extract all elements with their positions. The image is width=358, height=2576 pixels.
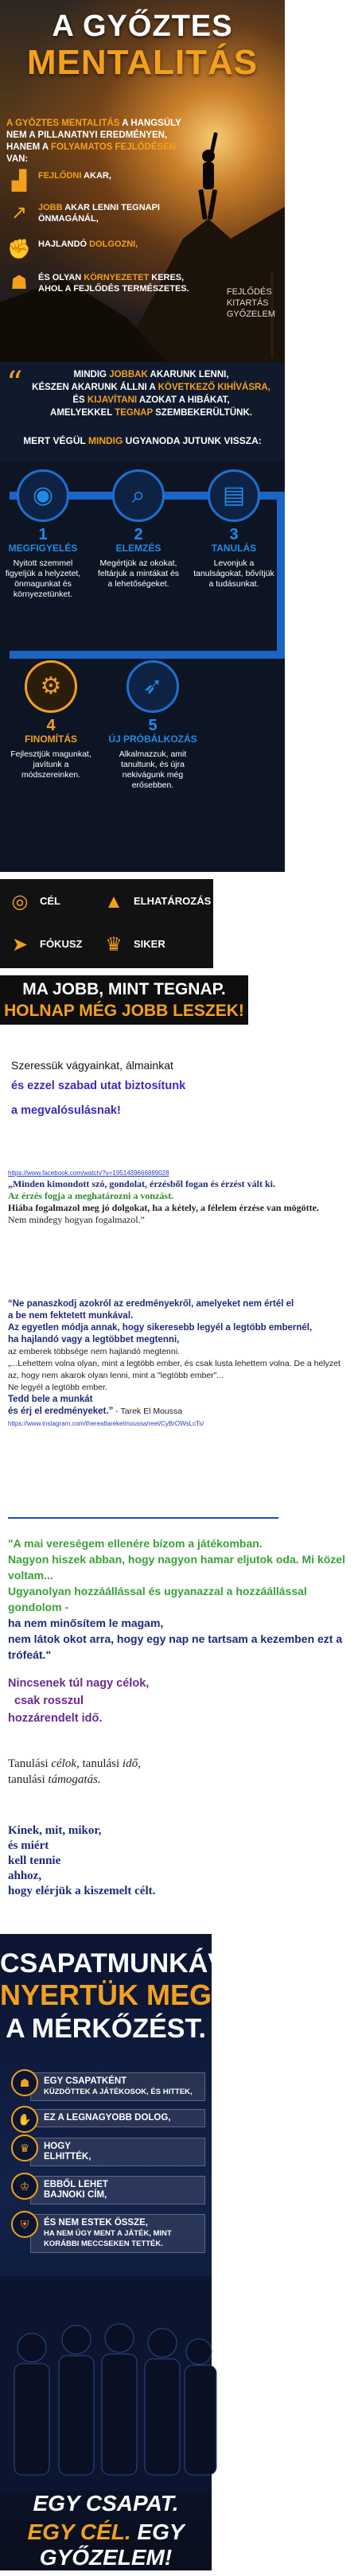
step-desc: Megértjük az okokat, feltárjuk a mintákat és a lehetőségeket. [97, 558, 180, 589]
teamwork-title-line1: CSAPATMUNKÁVAL [0, 1948, 260, 1979]
trait-row [6, 237, 189, 267]
quote-line: „Minden kimondott szó, gondolat, érzésből fogan és érzést vált ki. [8, 1178, 275, 1189]
poster-intro [6, 118, 181, 165]
gears-icon: ⚙ [25, 660, 77, 713]
quote-line: csak rosszul [14, 1695, 84, 1707]
motto-line2: HOLNAP MÉG JOBB LESZEK! [4, 1002, 244, 1020]
step-desc: Levonjuk a tanulságokat, bővítjük a tudásunkat. [193, 558, 274, 589]
quote-block-2 [8, 1298, 352, 1430]
value-label: CÉL [40, 895, 60, 907]
cycle-step [0, 469, 86, 600]
value-item [94, 882, 212, 922]
quote-line: „...Lehettem volna olyan, mint a legtöbb ember, és csak lusta lehettem volna. De a helyzet az, hogy nem akarok olyan lenni, mint a "legtöbb ember"... [8, 1359, 340, 1380]
shield-icon: ⛨ [11, 2211, 38, 2238]
cycle-step [105, 660, 200, 791]
teamwork-title-line2: NYERTÜK MEG [0, 1979, 212, 2011]
intro-part1: A GYŐZTES MENTALITÁS [6, 119, 120, 128]
cycle-arrow [10, 651, 285, 659]
step-label: ÚJ PRÓBÁLKOZÁS [108, 733, 197, 745]
learning-line: Tanulási célok, tanulási idő, tanulási támogatás. [8, 1757, 141, 1786]
chart-up-icon: ↗ [10, 202, 28, 224]
value-item [0, 882, 103, 922]
facebook-link[interactable]: https://www.facebook.com/watch/?v=1951439666889028 [8, 1169, 169, 1177]
trait-row [6, 200, 189, 231]
step-number: 2 [134, 526, 143, 543]
trait-text: HAJLANDÓ DOLGOZNI, [38, 239, 138, 249]
quote-line: “Ne panaszkodj azokról az eredményekről, amelyeket nem értél el [8, 1299, 294, 1309]
instagram-link[interactable]: https://www.instagram.com/therealtarekelmoussa/reel/CyBrOWsLcTs/ [8, 1420, 204, 1427]
handshake-icon: ✋ [11, 2106, 38, 2133]
players-illustration [0, 2276, 212, 2491]
cycle-diagram [0, 461, 285, 867]
step-label: TANULÁS [211, 543, 257, 554]
quote-author: - Tarek El Moussa [113, 1407, 183, 1416]
mountain-flag-icon: ▲ [104, 891, 123, 912]
motto-banner [0, 975, 248, 1025]
trait-row [6, 270, 189, 301]
quote-line: Kinek, mit, mikor, [8, 1824, 102, 1837]
step-number: 5 [148, 717, 158, 734]
people-icon: ☗ [10, 272, 28, 294]
step-number: 4 [46, 717, 56, 734]
who-what-when-quote [8, 1823, 155, 1899]
motto-line1: MA JOBB, MINT TEGNAP. [22, 980, 226, 998]
cup-icon: ♔ [11, 2173, 38, 2200]
quote-line: Nagyon hiszek abban, hogy nagyon hamar eljutok oda. Mi közel voltam... [8, 1553, 345, 1582]
magnifier-icon: ⌕ [112, 469, 165, 522]
rocket-icon: ➶ [126, 660, 179, 713]
quote-line: hogy elérjük a kiszemelt célt. [8, 1885, 156, 1897]
cycle-arrow [277, 492, 285, 659]
intro-line: Szeressük vágyainkat, álmainkat [11, 1059, 173, 1072]
quote-line: kell tennie [8, 1854, 61, 1867]
value-label: ELHATÁROZÁS [134, 895, 212, 907]
poster-title-line2: MENTALITÁS [26, 43, 259, 82]
quote-line: "A mai vereségem ellenére bízom a játékomban. [8, 1537, 263, 1550]
step-number: 3 [229, 526, 239, 543]
muscle-icon: ✊ [7, 239, 31, 260]
poster-hero [0, 0, 285, 362]
target-icon: ◎ [11, 891, 29, 912]
stairs-icon: ▟ [11, 170, 27, 192]
quote-line: és miért [8, 1839, 49, 1852]
book-icon: ▤ [208, 469, 260, 522]
step-number: 1 [38, 526, 48, 543]
quote-line: Nem mindegy hogyan fogalmazol.” [8, 1214, 145, 1225]
quote-line: Hiába fogalmazol meg jó dolgokat, ha a kétely, a félelem érzése van mögötte. [8, 1202, 319, 1213]
trophy-quote [8, 1535, 355, 1663]
trait-text: JOBB AKAR LENNI TEGNAPI ÖNMAGÁNÁL, [38, 203, 160, 224]
poster-quote [0, 362, 285, 461]
poster-title-line1: A GYŐZTES [52, 10, 233, 43]
cycle-step [95, 469, 181, 590]
step-desc: Nyitott szemmel figyeljük a helyzetet, önmagunkat és környezetünket. [5, 558, 81, 599]
quote-line: ha hajlandó vagy a legtöbbet megtenni, [8, 1335, 180, 1344]
divider [8, 1517, 278, 1519]
trait-text: ÉS OLYAN KÖRNYEZETET KERES, AHOL A FEJLŐDÉS TERMÉSZETES. [38, 273, 189, 294]
quote-line: Az egyetlen módja annak, hogy sikeresebb legyél a legtöbb embernél, [8, 1323, 313, 1333]
mentality-poster [0, 0, 285, 872]
teamwork-title-line3: A MÉRKŐZÉST. [6, 2014, 206, 2044]
step-label: ELEMZÉS [115, 543, 161, 554]
intro-part4: VAN: [6, 154, 29, 164]
signpost-label: KITARTÁS [226, 298, 269, 308]
intro-line: a megvalósulásnak! [11, 1104, 121, 1117]
trophy-icon: ♛ [105, 934, 123, 955]
eye-icon: ◉ [17, 469, 69, 522]
runner-icon: ➤ [11, 934, 29, 955]
signpost-labels [227, 286, 275, 320]
value-label: SIKER [134, 938, 165, 950]
quote-line: hozzárendelt idő. [8, 1712, 103, 1725]
quote-line: Nincsenek túl nagy célok, [8, 1677, 150, 1690]
goals-quote [8, 1675, 350, 1727]
value-item [94, 925, 197, 965]
quote-line: Ne legyél a legtöbb ember. [8, 1383, 107, 1392]
quote-line: nem látok okot arra, hogy egy nap ne tartsam a kezemben ezt a trófeát." [8, 1632, 343, 1661]
intro-part2: A HANGSÚLY NEM A PILLANATNYI EREDMÉNYEN, HANEM A [6, 119, 181, 152]
teamwork-slogan-line2: EGY CÉL. EGY GYŐZELEM! [27, 2520, 185, 2570]
step-label: FINOMÍTÁS [25, 733, 77, 745]
cycle-step [191, 469, 277, 590]
intro-part3: FOLYAMATOS FEJLŐDÉSEN [51, 142, 177, 152]
values-panel [0, 879, 213, 968]
quote-line: az emberek többsége nem hajlandó megtenni. [8, 1347, 180, 1356]
teamwork-poster: CSAPATMUNKÁVAL NYERTÜK MEG A MÉRKŐZÉST. EGY CSAPATKÉNT KÜZDÖTTEK A JÁTÉKOSOK, ÉS HITTEK, ☗ EZ A LEGNAGYOBB DOLOG, ✋ HOGY ELHITTÉK, ♛ EBBŐL LEHET BAJNOKI CÍM, ♔ ÉS NEM ESTEK ÖSSZE, HA NEM ÚGY MENT A JÁTÉK, MINT KORÁBBI MECCSEKEN TETTÉK. ⛨ EGY CSAPAT. EGY CÉL. EGY GYŐZELEM! [0, 1934, 212, 2570]
quote-line: Tedd bele a munkát [8, 1395, 93, 1404]
trait-text: FEJLŐDNI AKAR, [38, 171, 111, 181]
quote-line: és érj el eredményeket.” [8, 1407, 114, 1416]
quote-mark-icon: “ [6, 365, 23, 402]
teamwork-slogan-line1: EGY CSAPAT. [33, 2491, 179, 2516]
quote-block-1 [8, 1178, 352, 1226]
cycle-step [8, 660, 94, 780]
quote-line: a be nem fektetett munkával. [8, 1311, 134, 1321]
step-desc: Alkalmazzuk, amit tanultunk, és újra nekivágunk még erősebben. [119, 749, 187, 790]
quote-line: ahhoz, [8, 1870, 42, 1882]
quote-line: Az érzés fogja a meghatározni a vonzást. [8, 1190, 174, 1201]
value-label: FÓKUSZ [40, 938, 83, 950]
intro-line: és ezzel szabad utat biztosítunk [11, 1080, 186, 1092]
trait-row [6, 169, 189, 199]
quote-subline: MERT VÉGÜL MINDIG UGYANODA JUTUNK VISSZA: [23, 435, 262, 446]
signpost-label: FEJLŐDÉS [226, 287, 272, 297]
team-icon: ☗ [11, 2069, 38, 2096]
step-label: MEGFIGYELÉS [8, 543, 78, 554]
signpost-label: GYŐZELEM [226, 309, 275, 319]
quote-line: ha nem minősítem le magam, [8, 1617, 164, 1629]
trophy-icon: ♛ [11, 2134, 38, 2162]
value-item [0, 925, 103, 965]
quote-text: MINDIG JOBBAK AKARUNK LENNI, KÉSZEN AKARUNK ÁLLNI A KÖVETKEZŐ KIHÍVÁSRA, ÉS KIJAVÍTANI AZOKAT A HIBÁKAT, AMELYEKKEL TEGNAP SZEMBEKERÜLTÜNK. [32, 370, 270, 418]
step-desc: Fejlesztjük magunkat, javítunk a módszereinken. [10, 749, 91, 780]
quote-line: Ugyanolyan hozzáállással és ugyanazzal a hozzáállással gondolom - [8, 1585, 307, 1613]
